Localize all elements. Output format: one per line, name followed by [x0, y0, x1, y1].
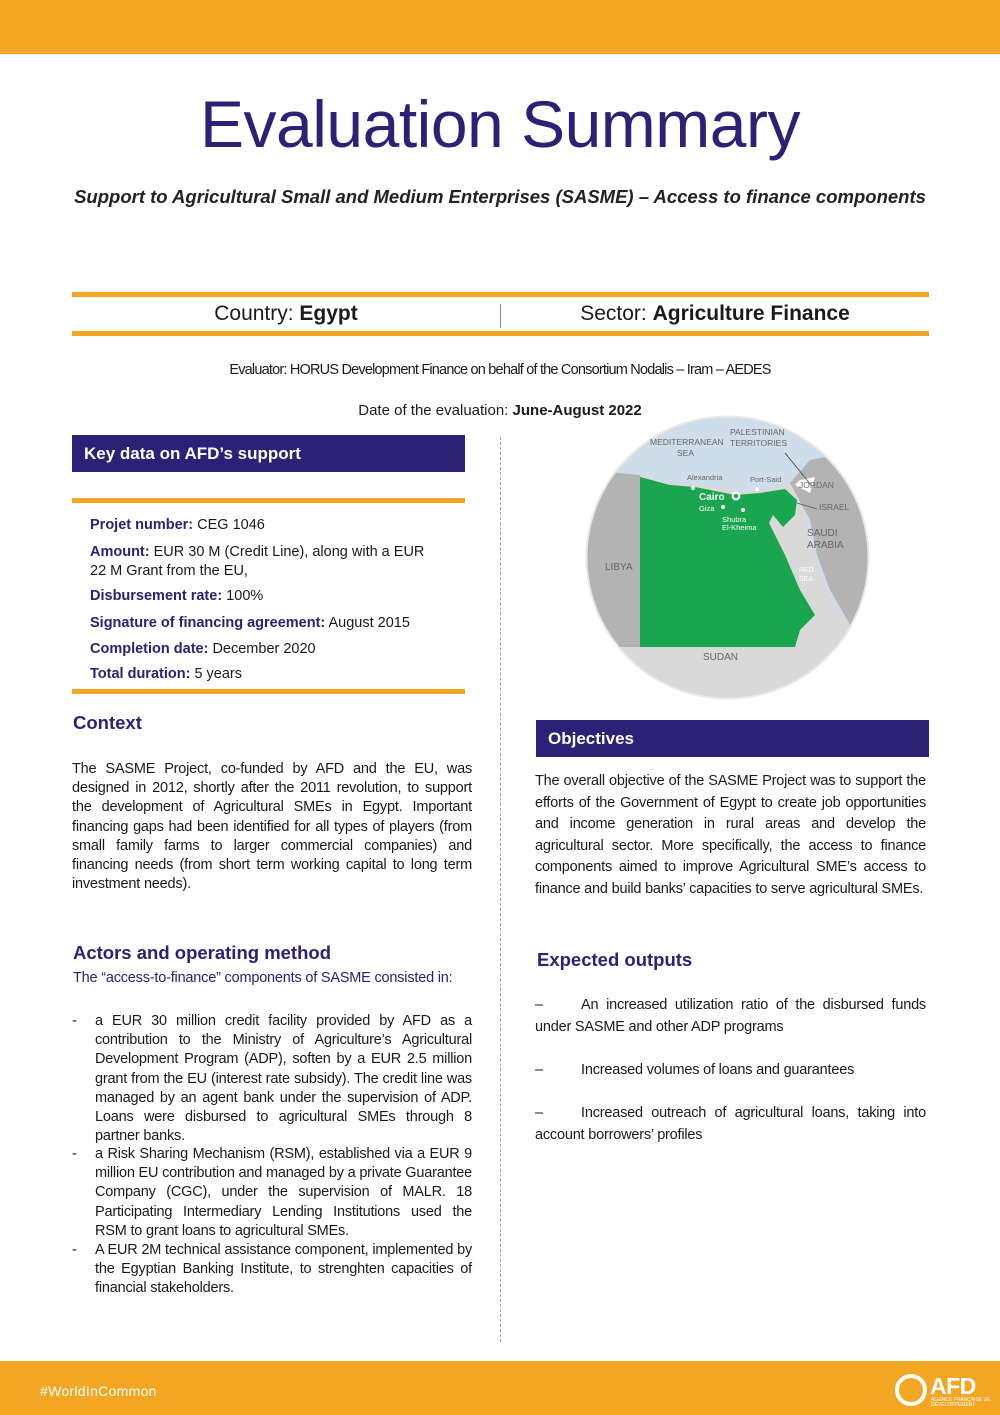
objectives-heading: Objectives: [536, 720, 929, 757]
bullet-text: a Risk Sharing Mechanism (RSM), established via a EUR 9 million EU contribution and managed by a private Guarantee Company (CGC), under the supervision of MALR. 18 Participating Intermediary Lending Institutions used the RSM to grant loans to agricultural SMEs.: [95, 1146, 472, 1239]
key-data-heading: Key data on AFD’s support: [72, 435, 465, 472]
map-label-port-said: Port-Said: [750, 475, 782, 484]
map-label-cairo: Cairo: [699, 492, 725, 503]
key-label: Signature of financing agreement:: [90, 615, 326, 631]
outputs-heading: Expected outputs: [537, 949, 693, 970]
output-text: Increased outreach of agricultural loans, taking into account borrowers’ profiles: [535, 1105, 926, 1143]
map-label-palestinian: PALESTINIAN: [730, 427, 785, 437]
map-label-alexandria: Alexandria: [687, 473, 723, 482]
output-dash: –: [535, 997, 543, 1013]
map-label-saudi: SAUDI: [807, 528, 838, 539]
date-value: June-August 2022: [512, 402, 642, 419]
output-item-3: [535, 1103, 926, 1146]
key-value: August 2015: [325, 615, 410, 631]
context-heading: Context: [73, 712, 142, 733]
actors-intro: The “access-to-finance” components of SASME consisted in:: [73, 970, 453, 986]
bullet-marker: -: [72, 1242, 77, 1258]
country-field: [72, 302, 500, 326]
key-value: EUR 30 M (Credit Line), along with a EUR 22 M Grant from the EU,: [90, 544, 425, 579]
key-data-rule-bottom: [72, 689, 465, 694]
country-value: Egypt: [299, 302, 358, 325]
map-label-libya: LIBYA: [605, 562, 633, 573]
country-label: Country:: [214, 302, 300, 325]
key-value: 5 years: [190, 666, 243, 682]
actors-heading: Actors and operating method: [73, 942, 331, 963]
column-divider: [500, 437, 501, 1342]
sector-field: [501, 302, 929, 326]
bullet-marker: -: [72, 1013, 77, 1029]
evaluator-line: Evaluator: HORUS Development Finance on behalf of the Consortium Nodalis – Iram – AEDES: [229, 362, 771, 378]
map-label-israel: ISRAEL: [819, 502, 850, 512]
key-value: 100%: [222, 588, 264, 604]
output-text: Increased volumes of loans and guarantees: [581, 1062, 855, 1078]
page-title: Evaluation Summary: [200, 87, 800, 161]
actors-bullet-3: [72, 1241, 472, 1299]
key-data-rule-top: [72, 498, 465, 503]
key-data-signature: [90, 614, 450, 633]
key-label: Total duration:: [90, 666, 191, 682]
info-rule-bottom: [72, 331, 929, 336]
actors-bullet-2: [72, 1145, 472, 1241]
city-marker-alexandria: [691, 486, 695, 490]
egypt-map: [585, 415, 870, 700]
key-data-completion: [90, 640, 450, 659]
map-label-sudan: SUDAN: [703, 652, 739, 663]
key-data-amount: [90, 543, 440, 581]
key-data-duration: [90, 665, 450, 684]
map-label-el-kheima: El-Kheima: [722, 523, 757, 532]
map-label-jordan: JORDAN: [799, 480, 834, 490]
libya-area: [585, 470, 640, 647]
output-dash: –: [535, 1105, 543, 1121]
key-data-project: [90, 516, 450, 535]
key-data-disbursement: [90, 587, 450, 606]
hashtag-text: #WorldInCommon: [40, 1383, 157, 1399]
actors-bullet-1: [72, 1012, 472, 1146]
context-text: The SASME Project, co-funded by AFD and the EU, was designed in 2012, shortly after the 2011 revolution, to support the development of Agricultural SMEs in Egypt. Important financing gaps had been identified for all types of players (from small family farms to larger commercial companies) and financing needs (from short term working capital to long term investment needs).: [72, 761, 472, 893]
sector-value: Agriculture Finance: [652, 302, 850, 325]
map-label-med-sea: MEDITERRANEAN: [650, 437, 724, 447]
bullet-text: A EUR 2M technical assistance component, implemented by the Egyptian Banking Institute, to strenghten capacities of financial stakeholders.: [95, 1242, 472, 1297]
date-label: Date of the evaluation:: [358, 402, 513, 419]
map-label-red-sea: RED: [799, 567, 814, 574]
map-label-giza: Giza: [699, 504, 715, 513]
key-value: CEG 1046: [193, 517, 265, 533]
key-label: Projet number:: [90, 517, 194, 533]
country-sector-row: [72, 300, 929, 330]
map-label-arabia: ARABIA: [807, 540, 844, 551]
key-label: Amount:: [90, 544, 150, 560]
bullet-text: a EUR 30 million credit facility provided by AFD as a contribution to the Ministry of Agriculture’s Agricultural Development Program (ADP), soften by a EUR 2.5 million grant from the EU (interest rate subsidy). The credit line was managed by an agent bank under the supervision of ADP. Loans were disbursed to agricultural SMEs through 8 partner banks.: [95, 1013, 472, 1145]
top-band: [0, 0, 1000, 54]
bullet-marker: -: [72, 1146, 77, 1162]
map-label-red-sea: SEA: [799, 576, 814, 583]
page-subtitle: Support to Agricultural Small and Medium Enterprises (SASME) – Access to finance components: [74, 186, 926, 207]
map-label-med-sea: SEA: [677, 448, 695, 458]
sector-label: Sector:: [580, 302, 653, 325]
key-value: December 2020: [208, 641, 316, 657]
map-label-shubra: Shubra: [722, 515, 747, 524]
output-text: An increased utilization ratio of the disbursed funds under SASME and other ADP programs: [535, 997, 926, 1035]
afd-logo-text: AFD: [930, 1373, 976, 1399]
info-rule-top: [72, 292, 929, 297]
key-label: Completion date:: [90, 641, 209, 657]
city-marker-giza: [721, 505, 725, 509]
map-label-territories: TERRITORIES: [730, 438, 787, 448]
output-item-2: [535, 1060, 926, 1082]
output-dash: –: [535, 1062, 543, 1078]
city-marker-shubra: [741, 508, 745, 512]
city-marker-port-said: [755, 487, 759, 491]
city-marker-cairo-inner: [734, 494, 738, 498]
key-label: Disbursement rate:: [90, 588, 223, 604]
output-item-1: [535, 995, 926, 1038]
afd-logo-subtitle: AGENCE FRANÇAISE DE DÉVELOPPEMENT: [931, 1397, 991, 1408]
objectives-text: The overall objective of the SASME Project was to support the efforts of the Government of Egypt to create job opportunities and income generation in rural areas and develop the agricultural sector. More specifically, the access to finance components aimed to improve Agricultural SME’s access to finance and build banks’ capacities to serve agricultural SMEs.: [535, 773, 926, 897]
